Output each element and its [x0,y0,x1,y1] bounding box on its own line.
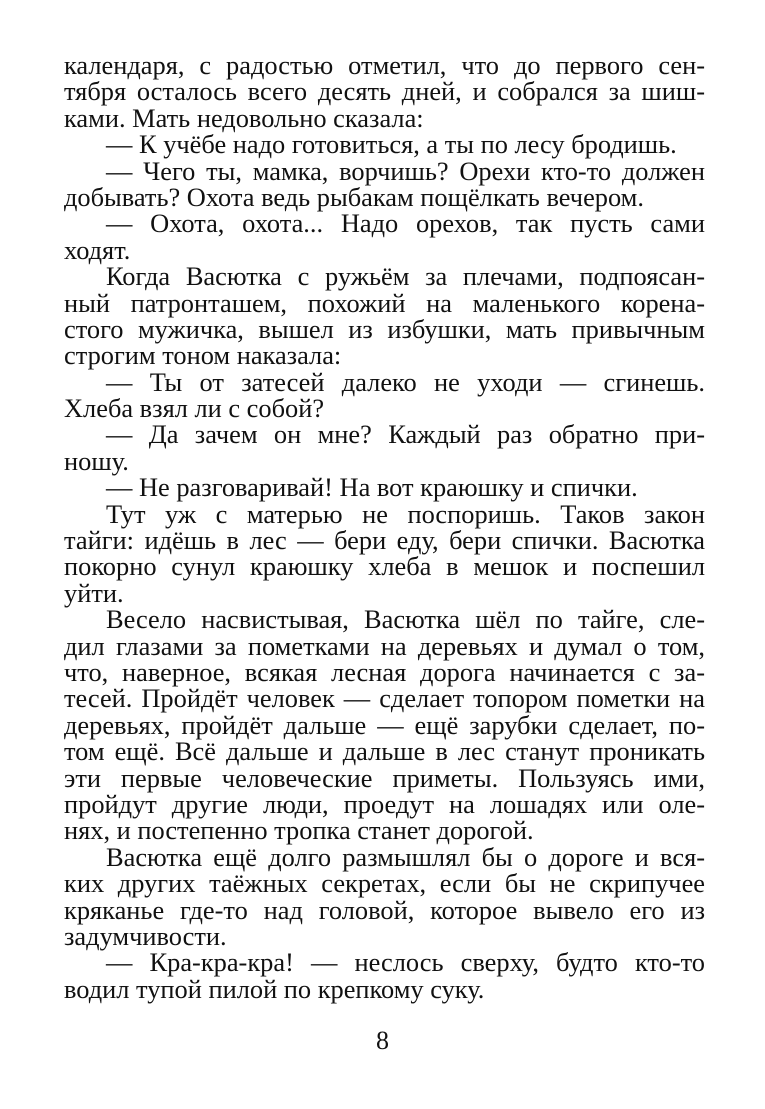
text-line: тесей. Пройдёт человек — сделает топором пометки на [64,683,705,714]
page-number: 8 [376,1026,389,1055]
text-line: Хлеба взял ли с собой? [64,393,325,424]
text-line: деревьях, пройдёт дальше — ещё зарубки сделает, по- [64,709,705,740]
text-line: ками. Мать недовольно сказала: [64,102,424,133]
text-line: — К учёбе надо готовиться, а ты по лесу бродишь. [106,129,677,160]
text-line: уйти. [64,577,124,608]
text-line: ный патронташем, похожий на маленького корена- [64,287,705,318]
text-line: — Ты от затесей далеко не уходи — сгинешь. [106,366,705,397]
text-line: — Да зачем он мне? Каждый раз обратно при- [106,419,705,450]
text-line: кряканье где-то над головой, которое вывело его из [64,894,705,925]
text-line: тября осталось всего десять дней, и собрался за шиш- [64,76,705,107]
body-text [64,52,705,1002]
text-line: ношу. [64,445,129,476]
text-line: тайги: идёшь в лес — бери еду, бери спички. Васютка [64,525,705,556]
text-line: Васютка ещё долго размышлял бы о дороге и вся- [106,841,705,872]
text-line: ких других таёжных секретах, если бы не скрипучее [64,868,705,899]
text-line: пройдут другие люди, проедут на лошадях или оле- [64,788,705,819]
text-line: Когда Васютка с ружьём за плечами, подпоясан- [106,261,705,292]
text-line: ходят. [64,234,131,265]
text-line: что, наверное, всякая лесная дорога начинается с за- [64,656,705,687]
text-line: — Не разговаривай! На вот краюшку и спички. [106,472,638,503]
text-line: стого мужичка, вышел из избушки, мать привычным [64,313,705,344]
text-line: том ещё. Всё дальше и дальше в лес станут проникать [64,736,705,767]
text-line: — Чего ты, мамка, ворчишь? Орехи кто-то должен [106,155,705,186]
text-line: покорно сунул краюшку хлеба в мешок и поспешил [64,551,705,582]
text-line: нях, и постепенно тропка станет дорогой. [64,815,534,846]
text-line: водил тупой пилой по крепкому суку. [64,973,485,1004]
text-line: календаря, с радостью отметил, что до первого сен- [64,50,705,80]
text-line: строгим тоном наказала: [64,340,342,371]
text-line: Весело насвистывая, Васютка шёл по тайге, сле- [106,604,705,635]
text-line: Тут уж с матерью не поспоришь. Таков закон [106,498,705,529]
text-line: — Кра-кра-кра! — неслось сверху, будто кто-то [106,947,705,978]
text-line: добывать? Охота ведь рыбакам пощёлкать вечером. [64,181,644,212]
text-line: задумчивости. [64,920,227,951]
text-line: дил глазами за пометками на деревьях и думал о том, [64,630,705,661]
text-line: эти первые человеческие приметы. Пользуясь ими, [64,762,705,793]
text-line: — Охота, охота... Надо орехов, так пусть сами [106,208,705,239]
